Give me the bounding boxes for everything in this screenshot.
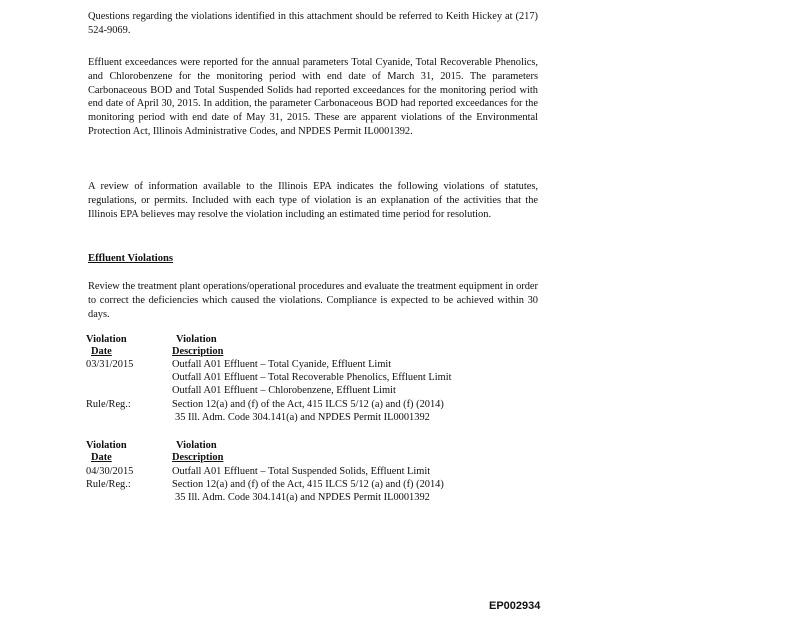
violation-description: Outfall A01 Effluent – Total Recoverable Phenolics, Effluent Limit (172, 372, 452, 383)
violation-date: 03/31/2015 (86, 359, 134, 370)
rule-reg-text: Section 12(a) and (f) of the Act, 415 ILCS 5/12 (a) and (f) (2014) (172, 479, 444, 490)
violation-description-header-line1: Violation (176, 440, 217, 451)
violation-description: Outfall A01 Effluent – Chlorobenzene, Effluent Limit (172, 385, 396, 396)
rule-reg-label: Rule/Reg.: (86, 399, 131, 410)
violation-date: 04/30/2015 (86, 466, 134, 477)
remedy-paragraph: Review the treatment plant operations/operational procedures and evaluate the treatment equipment in order to correct the deficiencies which caused the violations. Compliance is expected to be achieved within 30 days. (88, 281, 538, 320)
violation-description: Outfall A01 Effluent – Total Cyanide, Effluent Limit (172, 359, 392, 370)
review-paragraph: A review of information available to the Illinois EPA indicates the following violations of statutes, regulations, or permits. Included with each type of violation is an explanation of the activities that the Illinois EPA believes may resolve the violation including an estimated time period for resolution. (88, 181, 538, 220)
violation-description: Outfall A01 Effluent – Total Suspended Solids, Effluent Limit (172, 466, 431, 477)
violation-description-header-line2: Description (172, 346, 224, 357)
rule-reg-text: 35 Ill. Adm. Code 304.141(a) and NPDES Permit IL0001392 (175, 412, 430, 423)
violation-description-header-line2: Description (172, 452, 224, 463)
bates-number: EP002934 (489, 600, 541, 612)
rule-reg-text: Section 12(a) and (f) of the Act, 415 ILCS 5/12 (a) and (f) (2014) (172, 399, 444, 410)
exceedances-paragraph: Effluent exceedances were reported for the annual parameters Total Cyanide, Total Recoverable Phenolics, and Chlorobenzene for the monitoring period with end date of March 31, 2015. The parameters Carbonaceous BOD and Total Suspended Solids had reported exceedances for the monitoring period with end date of April 30, 2015. In addition, the parameter Carbonaceous BOD had reported exceedances for the monitoring period with end date of May 31, 2015. These are apparent violations of the Environmental Protection Act, Illinois Administrative Codes, and NPDES Permit IL0001392. (88, 57, 538, 137)
rule-reg-text: 35 Ill. Adm. Code 304.141(a) and NPDES Permit IL0001392 (175, 492, 430, 503)
section-heading: Effluent Violations (88, 253, 174, 264)
contact-paragraph: Questions regarding the violations identified in this attachment should be referred to Keith Hickey at (217) 524-9069. (88, 11, 538, 36)
violation-date-header-line2: Date (91, 346, 112, 357)
violation-date-header-line2: Date (91, 452, 112, 463)
violation-description-header-line1: Violation (176, 334, 217, 345)
violation-date-header-line1: Violation (86, 334, 127, 345)
violation-date-header-line1: Violation (86, 440, 127, 451)
rule-reg-label: Rule/Reg.: (86, 479, 131, 490)
